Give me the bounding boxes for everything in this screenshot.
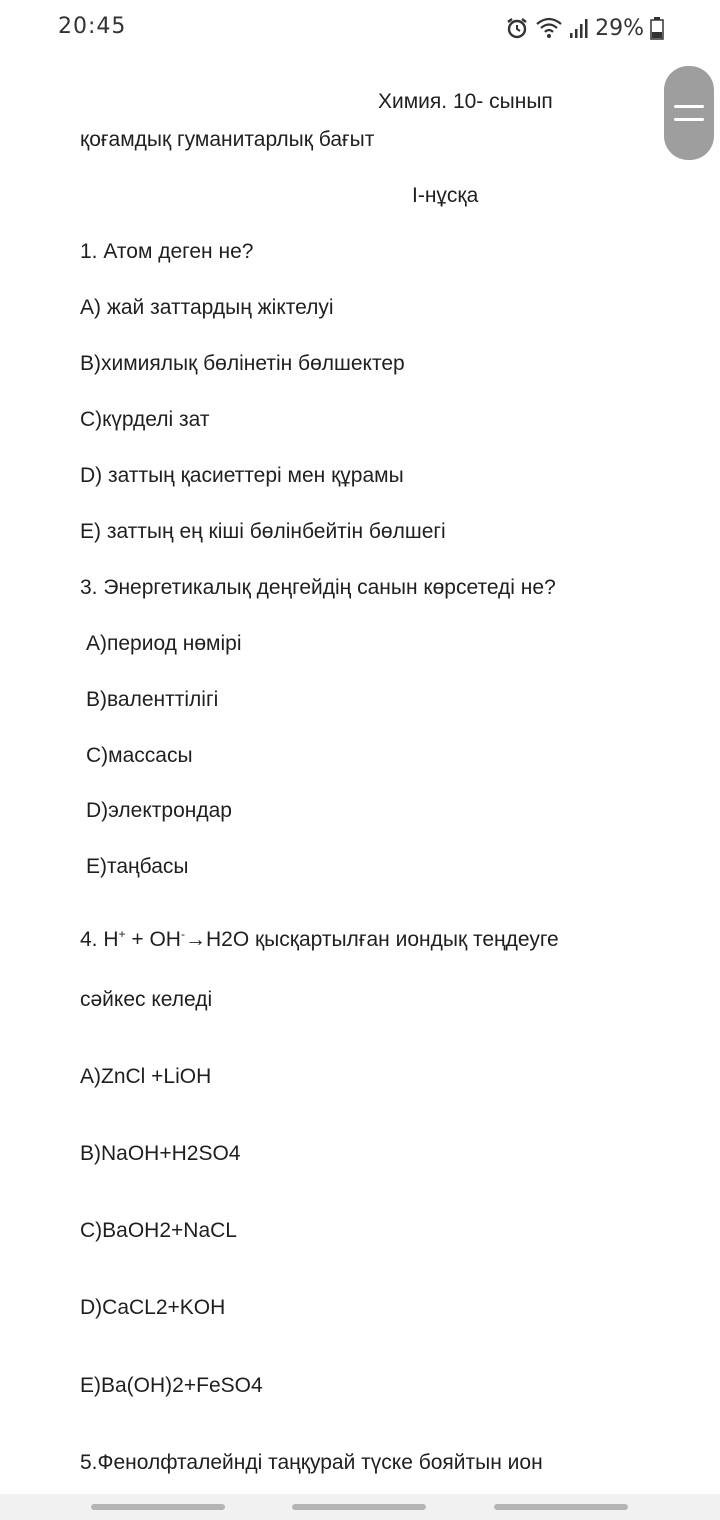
scroll-handle[interactable] [664,66,714,160]
doc-variant: I-нұсқа [412,184,479,207]
q1-option-c: С)күрделі зат [80,408,210,431]
handle-line-icon [674,105,704,108]
q4-prefix: 4. H [80,928,119,951]
battery-percentage: 29% [595,15,644,41]
doc-subtitle: қоғамдық гуманитарлық бағыт [80,128,375,151]
question-3: 3. Энергетикалық деңгейдің санын көрсетеді не? [80,576,556,599]
navigation-bar [0,1494,720,1520]
q1-option-a: А) жай заттардың жіктелуі [80,296,334,319]
q4-option-e: Е)Ba(OH)2+FeSO4 [80,1374,263,1397]
question-4-line2: сәйкес келеді [80,988,213,1011]
q4-option-a: А)ZnCl +LiOH [80,1065,212,1088]
doc-title: Химия. 10- сынып [378,90,553,113]
question-4 [80,926,559,954]
question-5: 5.Фенолфталейнді таңқурай түске бояйтын ион [80,1451,543,1474]
q4-arrow: → [184,928,206,951]
q4-plus-sup: + [118,927,126,941]
q3-option-d: D)электрондар [86,799,232,822]
q4-option-b: В)NaOH+H2SO4 [80,1142,241,1165]
q1-option-b: В)химиялық бөлінетін бөлшектер [80,352,405,375]
status-time: 20:45 [58,14,127,39]
q3-option-e: Е)таңбасы [86,855,189,878]
q3-option-a: А)период нөмірі [86,632,242,655]
q4-rest: H2O қысқартылған иондық теңдеуге [205,928,559,951]
q1-option-e: Е) заттың ең кіші бөлінбейтін бөлшегі [80,520,446,543]
nav-back-button[interactable] [494,1504,628,1510]
q4-option-d: D)CaCL2+KOH [80,1296,226,1319]
q1-option-d: D) заттың қасиеттері мен құрамы [80,464,404,487]
q3-option-c: С)массасы [86,744,193,767]
q4-option-c: С)BaOH2+NaCL [80,1219,237,1242]
q3-option-b: В)валенттілігі [86,688,219,711]
handle-line-icon [674,118,704,121]
nav-home-button[interactable] [292,1504,426,1510]
question-1: 1. Атом деген не? [80,240,254,263]
q4-middle: + OH [125,928,181,951]
q4-minus-sup: - [180,927,185,941]
nav-recent-button[interactable] [91,1504,225,1510]
